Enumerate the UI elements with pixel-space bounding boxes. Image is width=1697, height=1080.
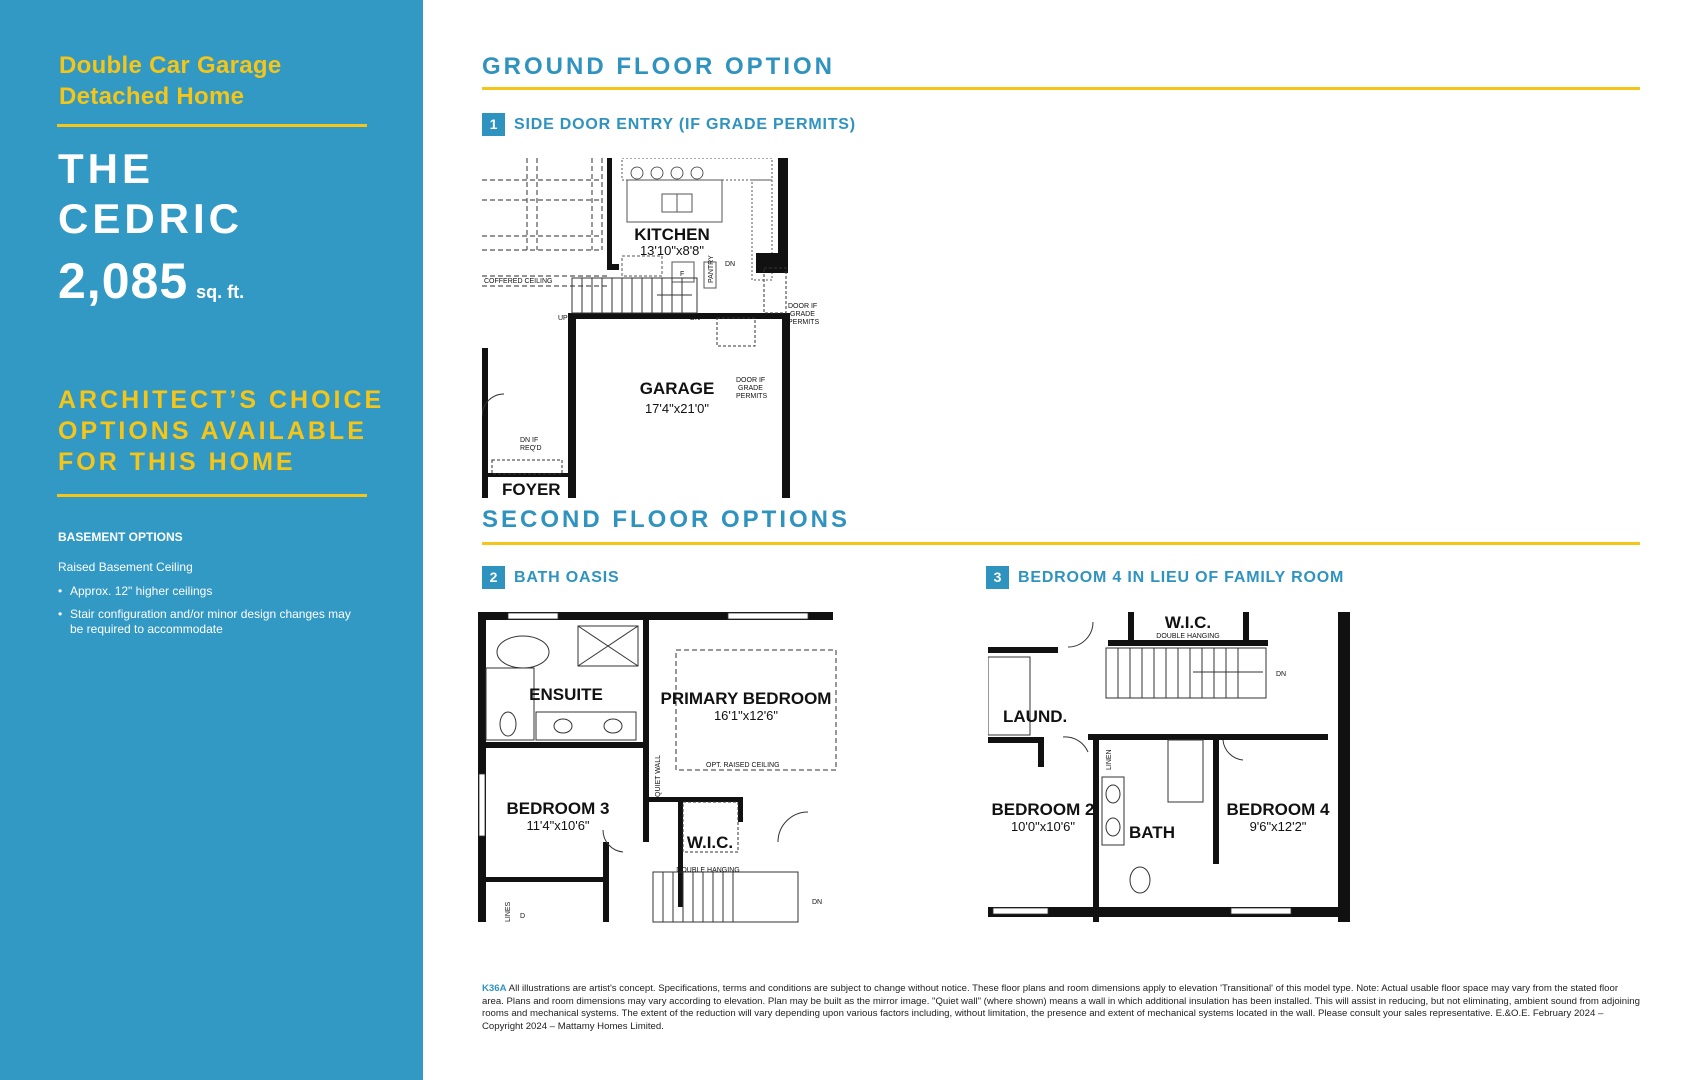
pantry-note: PANTRY bbox=[708, 255, 715, 283]
arch-line2: OPTIONS AVAILABLE bbox=[58, 417, 367, 445]
basement-options-subheading: Raised Basement Ceiling bbox=[58, 560, 193, 574]
option-3-number: 3 bbox=[986, 566, 1009, 589]
coffered-ceiling-note: COFFERED CEILING bbox=[484, 278, 553, 285]
dryer-note: D bbox=[520, 913, 526, 920]
kitchen-label: KITCHEN bbox=[634, 225, 710, 244]
bedroom-4-label: BEDROOM 4 bbox=[1226, 800, 1330, 819]
sidebar-divider-top bbox=[57, 124, 367, 127]
foyer-label: FOYER bbox=[502, 480, 561, 498]
wic-label: W.I.C. bbox=[686, 833, 734, 852]
bedroom-4-dims: 9'6"x12'2" bbox=[1249, 819, 1307, 834]
wic-label: W.I.C. bbox=[1164, 613, 1212, 632]
bedroom-3-label: BEDROOM 3 bbox=[506, 799, 610, 818]
bath-oasis-plan bbox=[478, 612, 838, 924]
option-2-text: BATH OASIS bbox=[514, 568, 620, 586]
basement-bullet: • Stair configuration and/or minor design changes may be required to accommodate bbox=[58, 607, 358, 637]
sqft-unit: sq. ft. bbox=[196, 282, 245, 302]
option-1-text: SIDE DOOR ENTRY (IF GRADE PERMITS) bbox=[514, 115, 856, 133]
option-1-number: 1 bbox=[482, 113, 505, 136]
ground-floor-title: GROUND FLOOR OPTION bbox=[482, 53, 835, 80]
ground-floor-rule bbox=[482, 87, 1640, 90]
second-floor-rule bbox=[482, 542, 1640, 545]
bedroom-2-label: BEDROOM 2 bbox=[991, 800, 1095, 819]
stair-dn-note: DN bbox=[725, 261, 736, 268]
door-grade-note: GRADE bbox=[790, 311, 815, 318]
legal-disclaimer bbox=[482, 983, 1642, 1033]
kitchen-dims: 13'10"x8'8" bbox=[639, 243, 705, 258]
bedroom-2-dims: 10'0"x10'6" bbox=[1010, 819, 1076, 834]
fridge-note: F bbox=[680, 271, 685, 278]
double-hanging-note: DOUBLE HANGING bbox=[1156, 633, 1220, 640]
home-type bbox=[59, 50, 282, 112]
bedroom-4-plan bbox=[988, 612, 1358, 922]
option-2-label bbox=[482, 566, 619, 589]
bath-label: BATH bbox=[1129, 823, 1175, 842]
option-3-text: BEDROOM 4 IN LIEU OF FAMILY ROOM bbox=[1018, 568, 1345, 586]
reqd-note: REQ'D bbox=[520, 445, 542, 452]
stair-dn-note: DN bbox=[812, 899, 823, 906]
door-grade-note: DOOR IF bbox=[788, 303, 818, 310]
lines-note: LINES bbox=[505, 901, 512, 922]
model-name-line2: CEDRIC bbox=[58, 195, 244, 242]
garage-dims: 17'4"x21'0" bbox=[644, 401, 710, 416]
option-1-label bbox=[482, 113, 856, 136]
garage-label: GARAGE bbox=[639, 379, 715, 398]
stools bbox=[631, 167, 703, 179]
quiet-wall-note: QUIET WALL bbox=[655, 754, 662, 797]
second-floor-title: SECOND FLOOR OPTIONS bbox=[482, 506, 851, 533]
arch-line3: FOR THIS HOME bbox=[58, 448, 296, 476]
stair-dn-note: DN bbox=[1276, 671, 1287, 678]
kitchen-cabinets bbox=[622, 158, 772, 288]
home-type-line1: Double Car Garage bbox=[59, 52, 282, 79]
raised-ceiling-note: OPT. RAISED CEILING bbox=[706, 762, 780, 769]
ensuite-label: ENSUITE bbox=[529, 685, 603, 704]
square-footage bbox=[58, 252, 244, 310]
architects-choice-heading bbox=[58, 385, 384, 478]
stair-up-note: UP bbox=[558, 315, 568, 322]
door-grade-note: DOOR IF bbox=[736, 377, 766, 384]
linen-note: LINEN bbox=[1106, 749, 1113, 770]
primary-bedroom-dims: 16'1"x12'6" bbox=[713, 708, 779, 723]
model-code: K36A bbox=[482, 983, 507, 994]
stair-dn-note-2: DN bbox=[690, 315, 701, 322]
primary-bedroom-label: PRIMARY BEDROOM bbox=[660, 689, 832, 708]
laundry-label: LAUND. bbox=[1003, 707, 1068, 726]
model-name bbox=[58, 144, 243, 244]
bedroom-3-dims: 11'4"x10'6" bbox=[526, 818, 590, 833]
sqft-value: 2,085 bbox=[58, 253, 189, 309]
door-grade-note: PERMITS bbox=[736, 393, 768, 400]
door-grade-note: PERMITS bbox=[788, 319, 820, 326]
home-type-line2: Detached Home bbox=[59, 83, 245, 110]
basement-options-heading: BASEMENT OPTIONS bbox=[58, 530, 183, 544]
arch-line1: ARCHITECT’S CHOICE bbox=[58, 386, 385, 414]
option-3-label bbox=[986, 566, 1344, 589]
sidebar bbox=[0, 0, 423, 1080]
fixtures bbox=[988, 622, 1266, 893]
basement-bullet: • Approx. 12" higher ceilings bbox=[58, 584, 358, 599]
sidebar-divider-bottom bbox=[57, 494, 367, 497]
disclaimer-text: All illustrations are artist's concept. Specifications, terms and conditions are subject to change without notice. These floor plans and room dimensions apply to elevation 'Transitional' of this model type. Note: Actual usable floor space may vary from the stated floor area. Plans and room dimensions may vary according to elevation. Plan may be built as the mirror image. "Quiet wall" (where shown) means a wall in which additional insulation has been installed. This will assist in reducing, but not eliminating, ambient sound from adjoining rooms and mechanical systems. The extent of the reduction will vary depending upon various factors including, without limitation, the presence and extent of mechanical systems located in the wall. Please consult your sales representative. E.&O.E. February 2024 – Copyright 2024 – Mattamy Homes Limited. bbox=[482, 983, 1640, 1032]
model-name-line1: THE bbox=[58, 145, 154, 192]
door-grade-note: GRADE bbox=[738, 385, 763, 392]
option-2-number: 2 bbox=[482, 566, 505, 589]
walls bbox=[988, 612, 1350, 922]
coffered-ceiling-grid bbox=[482, 158, 607, 286]
dn-if-note: DN IF bbox=[520, 437, 539, 444]
double-hanging-note: DOUBLE HANGING bbox=[676, 867, 740, 874]
ground-floor-plan bbox=[482, 158, 822, 498]
